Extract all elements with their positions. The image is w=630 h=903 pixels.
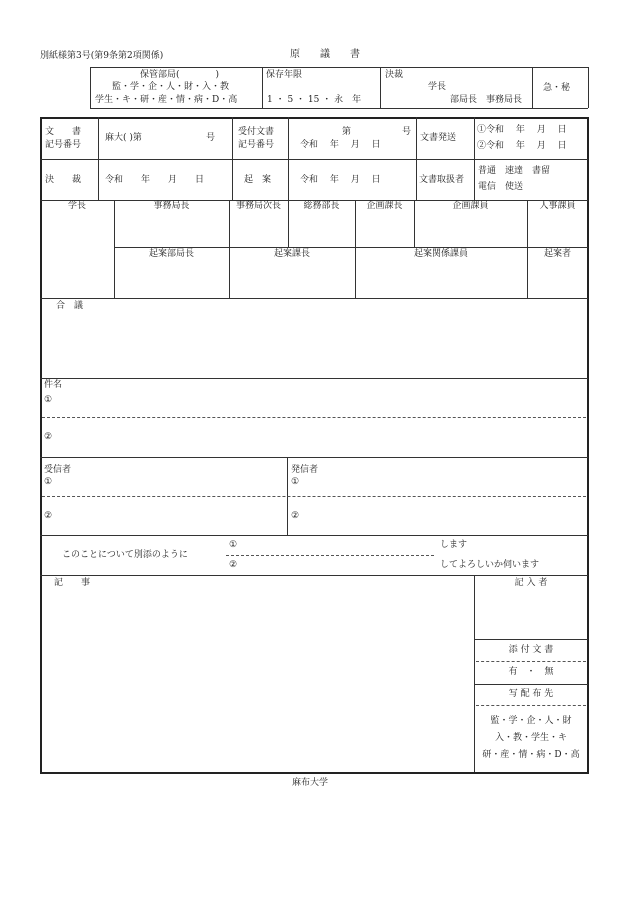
approval-drafter: 起案者 <box>543 249 571 259</box>
request-option-1: します <box>440 540 468 550</box>
decision-president: 学長 <box>428 82 447 92</box>
received-go: 号 <box>402 127 412 137</box>
request-statement: このことについて別添のように <box>62 550 188 560</box>
distribution-options-3: 研・産・情・病・D・高 <box>482 750 580 760</box>
sender-line-1[interactable]: ① <box>291 477 300 487</box>
attachments-values[interactable]: 有 ・ 無 <box>508 667 554 677</box>
decision-label: 決裁 <box>385 70 404 80</box>
writer-label: 記 入 者 <box>514 578 548 588</box>
approval-drafting-section-head: 起案課長 <box>273 249 310 259</box>
page-title: 原 議 書 <box>290 49 360 60</box>
request-option-2-mark[interactable]: ② <box>229 560 238 570</box>
doc-number-suffix: 号 <box>206 133 216 143</box>
retention-values: 1 ・ 5 ・ 15 ・ 永 年 <box>267 95 362 105</box>
decision-date-label: 決 裁 <box>45 175 82 185</box>
handling-label: 文書取扱者 <box>419 175 465 185</box>
approval-drafting-related-staff: 起案関係課員 <box>413 249 468 259</box>
received-number-label-1: 受付文書 <box>238 127 275 137</box>
send-label: 文書発送 <box>420 133 457 143</box>
decision-officers: 部局長 事務局長 <box>450 95 523 105</box>
notes-label: 記 事 <box>54 578 91 588</box>
doc-number-prefix[interactable]: 麻大( )第 <box>105 133 142 143</box>
doc-number-label-2: 記号番号 <box>45 140 82 150</box>
request-option-1-mark[interactable]: ① <box>229 540 238 550</box>
consultation-label: 合 議 <box>56 301 84 311</box>
handling-options-2: 電信 使送 <box>478 182 524 192</box>
approval-planning-staff: 企画課員 <box>452 201 489 211</box>
approval-secretary-general: 事務局長 <box>153 201 190 211</box>
approval-general-affairs: 総務部長 <box>303 201 340 211</box>
subject-line-2[interactable]: ② <box>44 432 53 442</box>
send-date-1[interactable]: ①令和 年 月 日 <box>477 125 567 135</box>
secrecy-options: 急・秘 <box>543 83 571 93</box>
request-option-2: してよろしいか伺います <box>440 560 540 570</box>
doc-number-label-1: 文 書 <box>45 127 82 137</box>
recipient-line-2[interactable]: ② <box>44 511 53 521</box>
distribution-label: 写 配 布 先 <box>508 689 554 699</box>
approval-deputy-secretary: 事務局次長 <box>235 201 281 211</box>
decision-date[interactable]: 令和 年 月 日 <box>105 175 205 185</box>
custody-options-1: 監・学・企・人・財・入・教 <box>112 82 230 92</box>
approval-drafting-dept-head: 起案部局長 <box>148 249 194 259</box>
approval-president: 学長 <box>67 201 86 211</box>
sender-line-2[interactable]: ② <box>291 511 300 521</box>
university-name: 麻布大学 <box>292 778 329 788</box>
approval-personnel-staff: 人事課員 <box>539 201 576 211</box>
received-number-label-2: 記号番号 <box>238 140 275 150</box>
approval-planning-head: 企画課長 <box>366 201 403 211</box>
distribution-options-1: 監・学・企・人・財 <box>490 716 572 726</box>
subject-line-1[interactable]: ① <box>44 395 53 405</box>
subject-label: 件名 <box>44 380 63 390</box>
custody-label: 保管部局( ) <box>140 70 220 80</box>
received-dai: 第 <box>342 127 352 137</box>
received-date[interactable]: 令和 年 月 日 <box>300 140 381 150</box>
recipient-label: 受信者 <box>44 465 72 475</box>
draft-label: 起 案 <box>244 175 272 185</box>
draft-date[interactable]: 令和 年 月 日 <box>300 175 381 185</box>
attachments-label: 添 付 文 書 <box>508 645 554 655</box>
custody-options-2: 学生・キ・研・産・情・病・D・高 <box>95 95 238 105</box>
form-id: 別紙様第3号(第9条第2項関係) <box>40 51 164 61</box>
retention-label: 保存年限 <box>266 70 303 80</box>
recipient-line-1[interactable]: ① <box>44 477 53 487</box>
send-date-2[interactable]: ②令和 年 月 日 <box>477 141 567 151</box>
distribution-options-2: 入・教・学生・キ <box>494 733 567 743</box>
handling-options-1: 普通 速達 書留 <box>478 166 551 176</box>
sender-label: 発信者 <box>291 465 319 475</box>
